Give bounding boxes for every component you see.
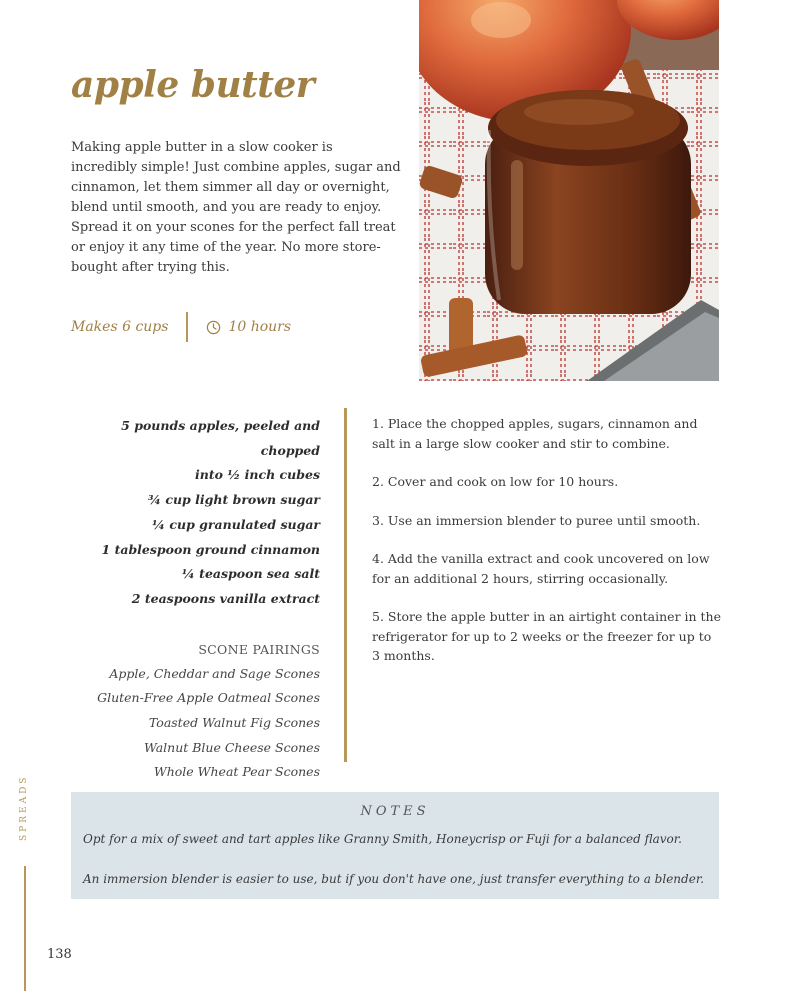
notes-box xyxy=(71,792,719,899)
pairing-item: Toasted Walnut Fig Scones xyxy=(148,715,320,731)
section-label: SPREADS xyxy=(19,775,29,842)
step-item: 5. Store the apple butter in an airtight container in the refrigerator for up to 2 weeks or the freezer for up to 3 months. xyxy=(372,609,722,663)
ingredient-item: into ½ inch cubes xyxy=(194,467,320,483)
pairings-heading: SCONE PAIRINGS xyxy=(198,641,320,657)
recipe-title: apple butter xyxy=(71,64,315,106)
pairing-item: Apple, Cheddar and Sage Scones xyxy=(109,665,320,681)
ingredient-item: 1 tablespoon ground cinnamon xyxy=(101,541,320,557)
ingredient-item: ¼ teaspoon sea salt xyxy=(181,566,320,582)
recipe-intro: Making apple butter in a slow cooker is incredibly simple! Just combine apples, sugar and cinnamon, let them simmer all day or overnight, blend until smooth, and you are ready to enjoy. Spread it on your scones for the perfect fall treat or enjoy it any time of the year. No more store-bought after trying this. xyxy=(71,140,401,275)
step-item: 1. Place the chopped apples, sugars, cinnamon and salt in a large slow cooker and stir to combine. xyxy=(372,416,698,451)
ingredient-item: ¼ cup granulated sugar xyxy=(152,516,320,532)
steps-list xyxy=(372,414,722,685)
apple-butter-photo xyxy=(419,0,719,381)
clock-icon xyxy=(206,320,221,335)
note-item: Opt for a mix of sweet and tart apples like Granny Smith, Honeycrisp or Fuji for a balanced flavor. xyxy=(83,832,682,846)
ingredients-list xyxy=(60,414,320,785)
section-rule xyxy=(24,866,26,991)
page-number: 138 xyxy=(47,947,72,962)
recipe-meta xyxy=(71,312,291,342)
ingredient-item: 2 teaspoons vanilla extract xyxy=(131,590,320,606)
ingredient-item: ¾ cup light brown sugar xyxy=(147,492,320,508)
step-item: 2. Cover and cook on low for 10 hours. xyxy=(372,474,619,489)
note-item: An immersion blender is easier to use, but if you don't have one, just transfer everything to a blender. xyxy=(83,872,705,886)
column-divider xyxy=(344,408,347,762)
time-label: 10 hours xyxy=(228,319,292,335)
yield-label: Makes 6 cups xyxy=(71,319,169,335)
ingredient-item: 5 pounds apples, peeled and chopped xyxy=(121,418,320,458)
meta-divider xyxy=(186,312,188,342)
pairing-item: Whole Wheat Pear Scones xyxy=(153,764,320,780)
pairing-item: Gluten-Free Apple Oatmeal Scones xyxy=(97,690,320,706)
pairing-item: Walnut Blue Cheese Scones xyxy=(143,739,320,755)
step-item: 4. Add the vanilla extract and cook uncovered on low for an additional 2 hours, stirring occasionally. xyxy=(372,551,710,586)
step-item: 3. Use an immersion blender to puree until smooth. xyxy=(372,512,701,528)
notes-heading: NOTES xyxy=(360,804,430,819)
